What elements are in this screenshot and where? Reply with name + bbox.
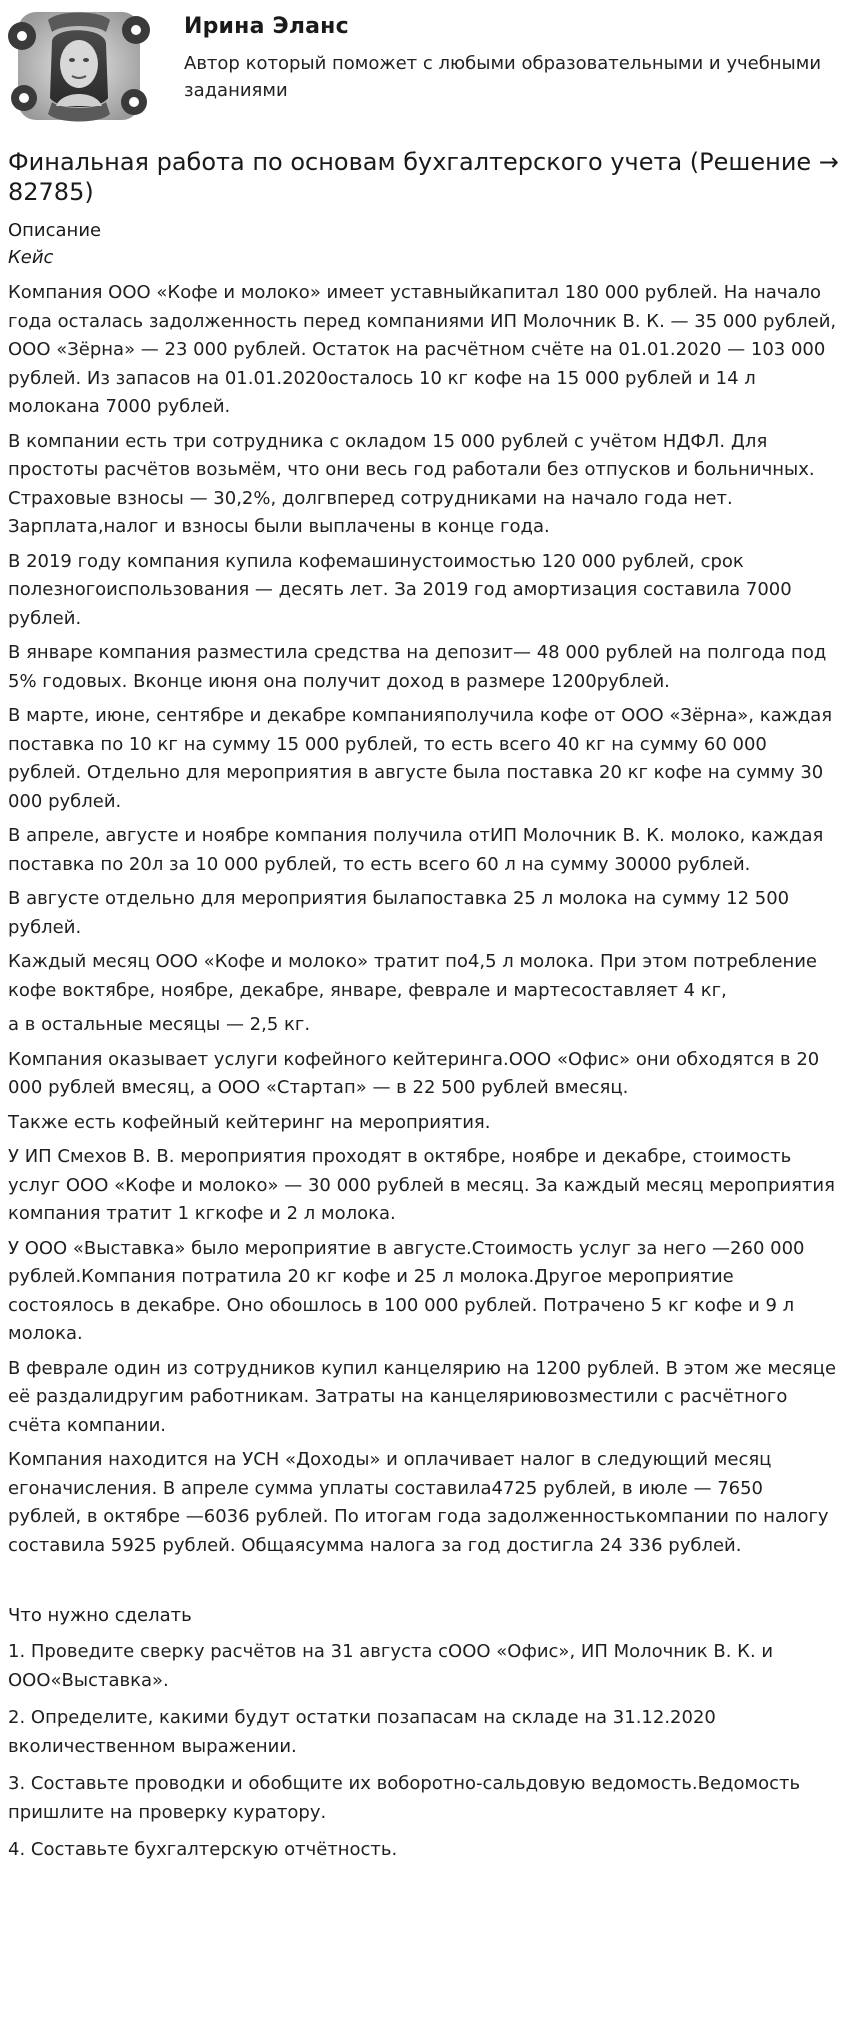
paragraph: У ООО «Выставка» было мероприятие в августе.Стоимость услуг за него —260 000 рублей.Компания потратила 20 кг кофе и 25 л молока.Другое мероприятие состоялось в декабре. Оно обошлось в 100 000 рублей. Потрачено 5 кг кофе и 9 л молока. <box>8 1237 805 1344</box>
paragraph: Компания оказывает услуги кофейного кейтеринга.ООО «Офис» они обходятся в 20 000 рублей вмесяц, а ООО «Стартап» — в 22 500 рублей вмесяц. <box>8 1048 820 1098</box>
case-label: Кейс <box>8 247 54 268</box>
paragraph: Компания находится на УСН «Доходы» и оплачивает налог в следующий месяц егоначисления. В апреле сумма уплаты составила4725 рублей, в июле — 7650 рублей, в октябре —6036 рублей. По итогам года задолженностькомпании по налогу составила 5925 рублей. Общаясумма налога за год достигла 24 336 рублей. <box>8 1449 829 1556</box>
paragraph: Компания ООО «Кофе и молоко» имеет уставныйкапитал 180 000 рублей. На начало года осталась задолженность перед компаниями ИП Молочник В. К. — 35 000 рублей, ООО «Зёрна» — 23 000 рублей. Остаток на расчётном счёте на 01.01.2020 — 103 000 рублей. Из запасов на 01.01.2020осталось 10 кг кофе на 15 000 рублей и 14 л молокана 7000 рублей. <box>8 282 837 417</box>
author-avatar <box>8 6 150 126</box>
task-item: 4. Составьте бухгалтерскую отчётность. <box>8 1839 398 1860</box>
author-description: Автор который поможет с любыми образовательными и учебными заданиями <box>184 53 822 101</box>
task-item: 1. Проведите сверку расчётов на 31 августа сООО «Офис», ИП Молочник В. К. и ООО«Выставка». <box>8 1641 774 1691</box>
author-card <box>8 6 838 126</box>
author-name[interactable]: Ирина Эланс <box>184 14 349 39</box>
paragraph: а в остальные месяцы — 2,5 кг. <box>8 1014 311 1035</box>
paragraph: В январе компания разместила средства на депозит— 48 000 рублей на полгода под 5% годовых. Вконце июня она получит доход в размере 1200рублей. <box>8 642 827 692</box>
task-item: 2. Определите, какими будут остатки позапасам на складе на 31.12.2020 вколичественном выражении. <box>8 1707 716 1757</box>
description-label: Описание <box>8 220 102 241</box>
paragraph: В марте, июне, сентябре и декабре компанияполучила кофе от ООО «Зёрна», каждая поставка по 10 кг на сумму 15 000 рублей, то есть всего 40 кг на сумму 60 000 рублей. Отдельно для мероприятия в августе была поставка 20 кг кофе на сумму 30 000 рублей. <box>8 705 833 812</box>
paragraph: Каждый месяц ООО «Кофе и молоко» тратит по4,5 л молока. При этом потребление кофе воктябре, ноябре, декабре, январе, феврале и мартесоставляет 4 кг, <box>8 951 818 1001</box>
paragraph: В августе отдельно для мероприятия былапоставка 25 л молока на сумму 12 500 рублей. <box>8 888 790 938</box>
paragraph: В феврале один из сотрудников купил канцелярию на 1200 рублей. В этом же месяце её раздалидругим работникам. Затраты на канцеляриювозместили с расчётного счёта компании. <box>8 1357 837 1436</box>
paragraph: У ИП Смехов В. В. мероприятия проходят в октябре, ноябре и декабре, стоимость услуг ООО «Кофе и молоко» — 30 000 рублей в месяц. За каждый месяц мероприятия компания тратит 1 кгкофе и 2 л молока. <box>8 1146 835 1224</box>
tasks-heading: Что нужно сделать <box>8 1605 192 1626</box>
document-body <box>8 147 840 1874</box>
paragraph: В 2019 году компания купила кофемашинустоимостью 120 000 рублей, срок полезногоиспользования — десять лет. За 2019 год амортизация составила 7000 рублей. <box>8 550 792 629</box>
document-title: Финальная работа по основам бухгалтерского учета (Решение → 82785) <box>8 148 839 206</box>
paragraph: В компании есть три сотрудника с окладом 15 000 рублей с учётом НДФЛ. Для простоты расчётов возьмём, что они весь год работали без отпусков и больничных. Страховые взносы — 30,2%, долгвперед сотрудниками на начало года нет. Зарплата,налог и взносы были выплачены в конце года. <box>8 430 815 537</box>
task-item: 3. Составьте проводки и обобщите их воборотно-сальдовую ведомость.Ведомость пришлите на проверку куратору. <box>8 1773 801 1823</box>
paragraph: Также есть кофейный кейтеринг на мероприятия. <box>8 1111 491 1133</box>
paragraph: В апреле, августе и ноябре компания получила отИП Молочник В. К. молоко, каждая поставка по 20л за 10 000 рублей, то есть всего 60 л на сумму 30000 рублей. <box>8 825 824 875</box>
